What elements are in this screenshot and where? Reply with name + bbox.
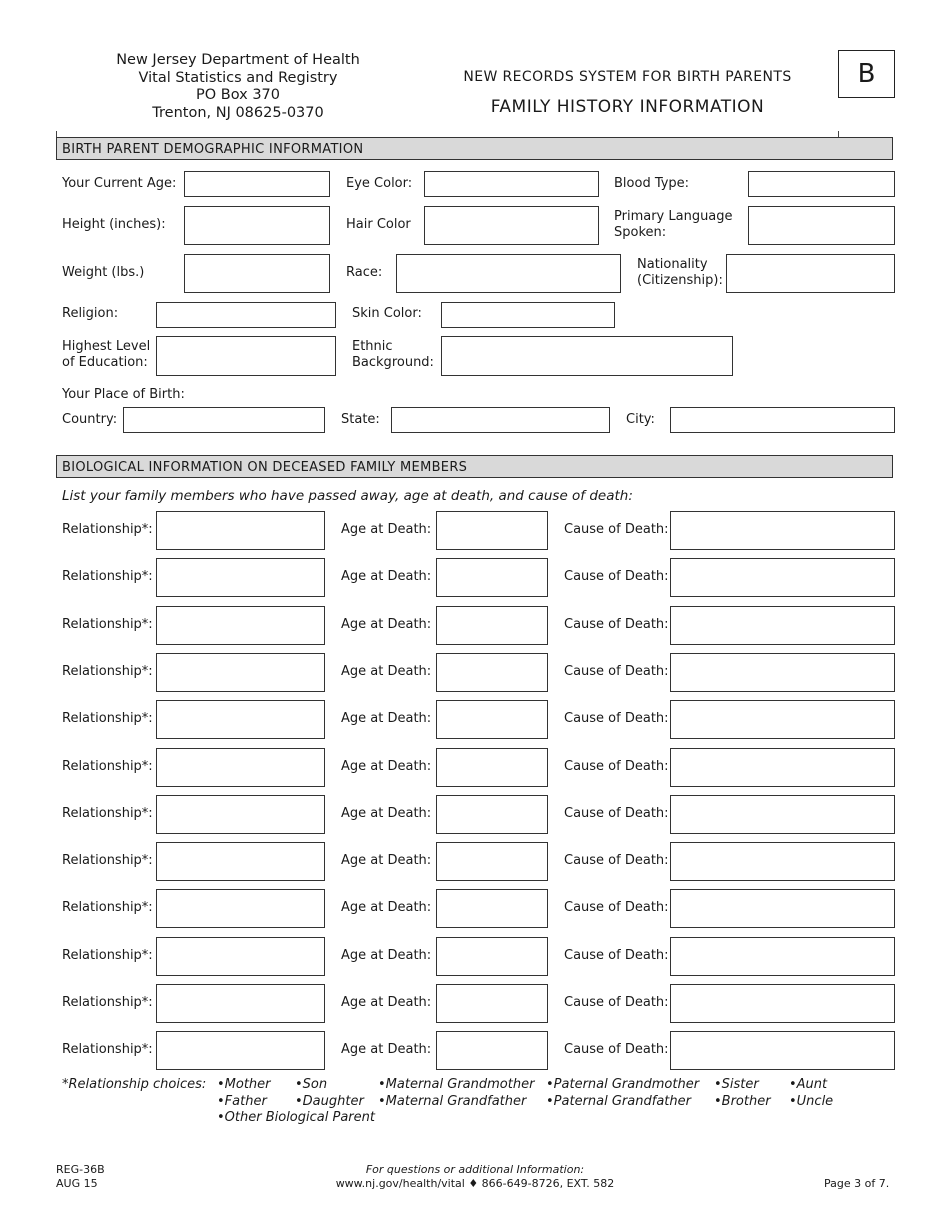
cause-of-death-label: Cause of Death: — [564, 1042, 669, 1057]
cause-of-death-label: Cause of Death: — [564, 522, 669, 537]
skin-color-input[interactable] — [441, 302, 615, 328]
relationship-label: Relationship*: — [62, 711, 153, 726]
cause-of-death-input[interactable] — [670, 984, 895, 1023]
weight-label: Weight (lbs.) — [62, 265, 145, 280]
age-at-death-label: Age at Death: — [341, 711, 432, 726]
cause-of-death-label: Cause of Death: — [564, 711, 669, 726]
age-at-death-input[interactable] — [436, 1031, 548, 1070]
cause-of-death-input[interactable] — [670, 1031, 895, 1070]
eye-color-label: Eye Color: — [346, 176, 413, 191]
agency-address — [88, 52, 388, 122]
relationship-choice: •Uncle — [789, 1093, 834, 1109]
ethnic-background-input[interactable] — [441, 336, 733, 376]
cause-of-death-label: Cause of Death: — [564, 995, 669, 1010]
age-at-death-input[interactable] — [436, 511, 548, 550]
relationship-label: Relationship*: — [62, 948, 153, 963]
relationship-choice: •Maternal Grandfather — [378, 1093, 527, 1109]
cause-of-death-input[interactable] — [670, 842, 895, 881]
relationship-input[interactable] — [156, 653, 325, 692]
age-at-death-input[interactable] — [436, 700, 548, 739]
relationship-label: Relationship*: — [62, 900, 153, 915]
relationship-choice: •Paternal Grandmother — [546, 1077, 700, 1092]
relationship-label: Relationship*: — [62, 853, 153, 868]
cause-of-death-input[interactable] — [670, 558, 895, 597]
relationship-input[interactable] — [156, 511, 325, 550]
religion-label: Religion: — [62, 306, 119, 321]
relationship-choice: •Maternal Grandmother — [378, 1077, 535, 1092]
relationship-input[interactable] — [156, 1031, 325, 1070]
relationship-input[interactable] — [156, 984, 325, 1023]
nationality-label: Nationality (Citizenship): — [637, 257, 723, 288]
weight-input[interactable] — [184, 254, 330, 293]
relationship-choice: •Son — [295, 1077, 328, 1092]
cause-of-death-label: Cause of Death: — [564, 806, 669, 821]
relationship-label: Relationship*: — [62, 759, 153, 774]
current-age-input[interactable] — [184, 171, 330, 197]
city-label: City: — [626, 412, 655, 427]
questions-note: For questions or additional Information: — [365, 1163, 585, 1176]
cause-of-death-input[interactable] — [670, 606, 895, 645]
city-input[interactable] — [670, 407, 895, 433]
contact-info: www.nj.gov/health/vital ♦ 866-649-8726, EXT. 582 — [335, 1177, 615, 1190]
cause-of-death-input[interactable] — [670, 795, 895, 834]
age-at-death-input[interactable] — [436, 653, 548, 692]
education-input[interactable] — [156, 336, 336, 376]
relationship-label: Relationship*: — [62, 1042, 153, 1057]
height-input[interactable] — [184, 206, 330, 245]
cause-of-death-label: Cause of Death: — [564, 853, 669, 868]
age-at-death-label: Age at Death: — [341, 995, 432, 1010]
relationship-input[interactable] — [156, 700, 325, 739]
agency-line: Vital Statistics and Registry — [138, 69, 338, 86]
age-at-death-label: Age at Death: — [341, 522, 432, 537]
form-title: FAMILY HISTORY INFORMATION — [490, 97, 765, 117]
age-at-death-label: Age at Death: — [341, 1042, 432, 1057]
state-input[interactable] — [391, 407, 610, 433]
cause-of-death-label: Cause of Death: — [564, 664, 669, 679]
relationship-choice: •Father — [217, 1093, 267, 1109]
primary-language-label: Primary Language Spoken: — [614, 209, 733, 240]
age-at-death-input[interactable] — [436, 984, 548, 1023]
cause-of-death-input[interactable] — [670, 700, 895, 739]
cause-of-death-input[interactable] — [670, 937, 895, 976]
cause-of-death-label: Cause of Death: — [564, 759, 669, 774]
age-at-death-input[interactable] — [436, 889, 548, 928]
ethnic-background-label: Ethnic Background: — [352, 339, 434, 370]
current-age-label: Your Current Age: — [62, 176, 177, 191]
blood-type-label: Blood Type: — [614, 176, 690, 191]
relationship-label: Relationship*: — [62, 995, 153, 1010]
eye-color-input[interactable] — [424, 171, 599, 197]
relationship-choice: •Mother — [217, 1077, 271, 1092]
relationship-label: Relationship*: — [62, 617, 153, 632]
cause-of-death-label: Cause of Death: — [564, 900, 669, 915]
relationship-choice: •Aunt — [789, 1077, 828, 1092]
relationship-input[interactable] — [156, 748, 325, 787]
relationship-choice: •Paternal Grandfather — [546, 1093, 691, 1109]
age-at-death-label: Age at Death: — [341, 806, 432, 821]
primary-language-input[interactable] — [748, 206, 895, 245]
state-label: State: — [341, 412, 380, 427]
education-label: Highest Level of Education: — [62, 339, 151, 370]
agency-line: Trenton, NJ 08625-0370 — [152, 104, 324, 121]
form-date: AUG 15 — [56, 1177, 98, 1190]
relationship-label: Relationship*: — [62, 806, 153, 821]
age-at-death-input[interactable] — [436, 748, 548, 787]
relationship-input[interactable] — [156, 937, 325, 976]
age-at-death-input[interactable] — [436, 842, 548, 881]
cause-of-death-label: Cause of Death: — [564, 948, 669, 963]
hair-color-label: Hair Color — [346, 217, 411, 232]
cause-of-death-input[interactable] — [670, 653, 895, 692]
age-at-death-label: Age at Death: — [341, 853, 432, 868]
skin-color-label: Skin Color: — [352, 306, 422, 321]
age-at-death-input[interactable] — [436, 795, 548, 834]
relationship-label: Relationship*: — [62, 664, 153, 679]
relationship-choice: •Daughter — [295, 1093, 364, 1109]
age-at-death-input[interactable] — [436, 558, 548, 597]
nationality-input[interactable] — [726, 254, 895, 293]
age-at-death-label: Age at Death: — [341, 617, 432, 632]
deceased-instructions: List your family members who have passed away, age at death, and cause of death: — [62, 488, 633, 504]
age-at-death-label: Age at Death: — [341, 569, 432, 584]
age-at-death-label: Age at Death: — [341, 948, 432, 963]
relationship-input[interactable] — [156, 795, 325, 834]
relationship-input[interactable] — [156, 889, 325, 928]
country-label: Country: — [62, 412, 118, 427]
age-at-death-label: Age at Death: — [341, 759, 432, 774]
relationship-choice: •Brother — [714, 1093, 771, 1109]
cause-of-death-label: Cause of Death: — [564, 617, 669, 632]
place-of-birth-label: Your Place of Birth: — [62, 387, 185, 402]
demographic-section-header: BIRTH PARENT DEMOGRAPHIC INFORMATION — [56, 137, 893, 160]
blood-type-input[interactable] — [748, 171, 895, 197]
relationship-input[interactable] — [156, 558, 325, 597]
system-title: NEW RECORDS SYSTEM FOR BIRTH PARENTS — [463, 69, 792, 85]
cause-of-death-label: Cause of Death: — [564, 569, 669, 584]
form-code: REG-36B — [56, 1163, 105, 1176]
race-input[interactable] — [396, 254, 621, 293]
cause-of-death-input[interactable] — [670, 511, 895, 550]
relationship-choice: •Sister — [714, 1077, 759, 1092]
race-label: Race: — [346, 265, 383, 280]
agency-line: PO Box 370 — [195, 87, 280, 103]
relationship-choices-label: *Relationship choices: — [62, 1077, 207, 1092]
relationship-label: Relationship*: — [62, 569, 153, 584]
page-number: Page 3 of 7. — [824, 1177, 890, 1190]
religion-input[interactable] — [156, 302, 336, 328]
age-at-death-input[interactable] — [436, 606, 548, 645]
cause-of-death-input[interactable] — [670, 889, 895, 928]
age-at-death-input[interactable] — [436, 937, 548, 976]
agency-line: New Jersey Department of Health — [116, 52, 360, 68]
relationship-input[interactable] — [156, 842, 325, 881]
relationship-choice: •Other Biological Parent — [217, 1110, 375, 1125]
cause-of-death-input[interactable] — [670, 748, 895, 787]
relationship-label: Relationship*: — [62, 522, 153, 537]
form-letter-badge: B — [838, 50, 895, 98]
height-label: Height (inches): — [62, 217, 166, 232]
deceased-section-header: BIOLOGICAL INFORMATION ON DECEASED FAMILY MEMBERS — [56, 455, 893, 478]
relationship-input[interactable] — [156, 606, 325, 645]
country-input[interactable] — [123, 407, 325, 433]
age-at-death-label: Age at Death: — [341, 664, 432, 679]
hair-color-input[interactable] — [424, 206, 599, 245]
age-at-death-label: Age at Death: — [341, 900, 432, 915]
